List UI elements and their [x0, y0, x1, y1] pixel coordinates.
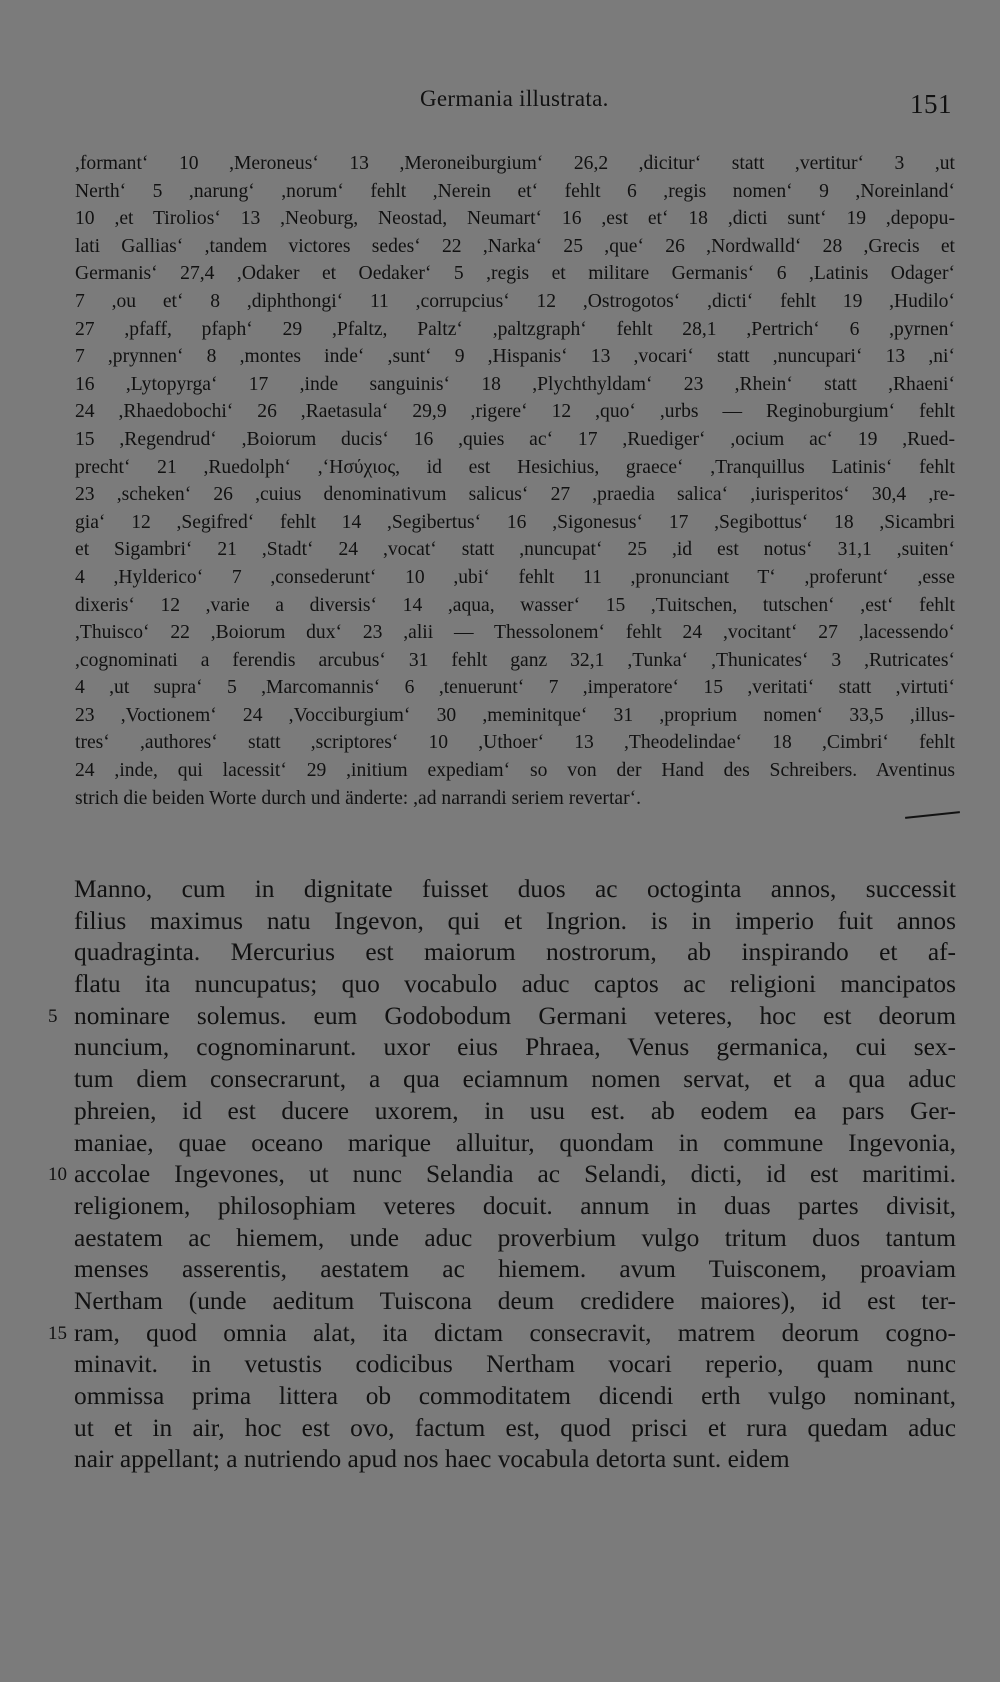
main-text-line-content: Nertham (unde aeditum Tuiscona deum credidere maiores), id est ter- — [74, 1286, 956, 1315]
main-text-body — [48, 874, 956, 1476]
apparatus-line: 24 ,inde, qui lacessit‘ 29 ,initium expediam‘ so von der Hand des Schreibers. Aventinus — [75, 760, 955, 782]
main-text-line — [74, 1096, 956, 1128]
apparatus-line: precht‘ 21 ,Ruedolph‘ ,‘Ησύχιος, id est Hesichius, graece‘ ,Tranquillus Latinis‘ fehlt — [75, 456, 955, 478]
apparatus-line: 4 ,Hylderico‘ 7 ,consederunt‘ 10 ,ubi‘ fehlt 11 ,pronunciant T‘ ,proferunt‘ ,esse — [75, 566, 955, 588]
main-text-line — [74, 1223, 956, 1255]
main-text-line — [74, 874, 956, 906]
main-text-line-content: filius maximus natu Ingevon, qui et Ingrion. is in imperio fuit annos — [74, 906, 956, 935]
main-text-line-content: flatu ita nuncupatus; quo vocabulo aduc captos ac religioni mancipatos — [74, 970, 956, 999]
apparatus-line: ,Thuisco‘ 22 ,Boiorum dux‘ 23 ,alii — Thessolonem‘ fehlt 24 ,vocitant‘ 27 ,lacessendo‘ — [75, 622, 955, 644]
main-text-line — [74, 1128, 956, 1160]
main-text-line — [74, 1032, 956, 1064]
line-number: 15 — [48, 1322, 67, 1344]
apparatus-line: 15 ,Regendrud‘ ,Boiorum ducis‘ 16 ,quies ac‘ 17 ,Ruediger‘ ,ocium ac‘ 19 ,Rued- — [75, 428, 955, 450]
apparatus-line: ,formant‘ 10 ,Meroneus‘ 13 ,Meroneiburgium‘ 26,2 ,dicitur‘ statt ,vertitur‘ 3 ,ut — [75, 153, 955, 174]
apparatus-line: dixeris‘ 12 ,varie a diversis‘ 14 ,aqua, wasser‘ 15 ,Tuitschen, tutschen‘ ,est‘ fehlt — [75, 594, 955, 616]
main-text-line-content: ram, quod omnia alat, ita dictam consecravit, matrem deorum cogno- — [74, 1318, 956, 1347]
critical-apparatus — [75, 150, 955, 812]
main-text-line-content: phreien, id est ducere uxorem, in usu est. ab eodem ea pars Ger- — [74, 1096, 956, 1125]
main-text-line-content: maniae, quae oceano marique alluitur, quondam in commune Ingevonia, — [74, 1128, 956, 1157]
line-number: 5 — [48, 1005, 58, 1027]
main-text-line — [74, 906, 956, 938]
apparatus-line: 27 ,pfaff, pfaph‘ 29 ,Pfaltz, Paltz‘ ,paltzgraph‘ fehlt 28,1 ,Pertrich‘ 6 ,pyrnen‘ — [75, 318, 955, 340]
main-text-line — [74, 1191, 956, 1223]
main-text-line-content: Manno, cum in dignitate fuisset duos ac octoginta annos, successit — [74, 875, 956, 903]
main-text-line-content: aestatem ac hiemem, unde aduc proverbium vulgo tritum duos tantum — [74, 1223, 956, 1252]
apparatus-line: 7 ,ou et‘ 8 ,diphthongi‘ 11 ,corrupcius‘ 12 ,Ostrogotos‘ ,dicti‘ fehlt 19 ,Hudilo‘ — [75, 290, 955, 312]
main-text-line — [74, 1413, 956, 1445]
apparatus-line: strich die beiden Worte durch und änderte: ,ad narrandi seriem revertar‘. — [75, 787, 642, 809]
apparatus-line: tres‘ ,authores‘ statt ,scriptores‘ 10 ,Uthoer‘ 13 ,Theodelindae‘ 18 ,Cimbri‘ fehlt — [75, 732, 955, 754]
main-text-line-content: religionem, philosophiam veteres docuit. annum in duas partes divisit, — [74, 1191, 956, 1220]
main-text-line-content: accolae Ingevones, ut nunc Selandia ac Selandi, dicti, id est maritimi. — [74, 1160, 956, 1189]
main-text-line-content: nair appellant; a nutriendo apud nos haec vocabula detorta sunt. eidem — [74, 1445, 790, 1474]
main-text-line-content: nominare solemus. eum Godobodum Germani veteres, hoc est deorum — [74, 1001, 956, 1030]
apparatus-line: Nerth‘ 5 ,narung‘ ,norum‘ fehlt ,Nerein et‘ fehlt 6 ,regis nomen‘ 9 ,Noreinland‘ — [75, 180, 955, 202]
apparatus-line: ,cognominati a ferendis arcubus‘ 31 fehlt ganz 32,1 ,Tunka‘ ,Thunicates‘ 3 ,Rutricates‘ — [75, 649, 955, 671]
apparatus-line: 7 ,prynnen‘ 8 ,montes inde‘ ,sunt‘ 9 ,Hispanis‘ 13 ,vocari‘ statt ,nuncupari‘ 13 ,ni‘ — [75, 346, 955, 368]
main-text-line — [74, 937, 956, 969]
main-text-line — [74, 969, 956, 1001]
apparatus-line: 24 ,Rhaedobochi‘ 26 ,Raetasula‘ 29,9 ,rigere‘ 12 ,quo‘ ,urbs — Reginoburgium‘ fehlt — [75, 401, 955, 423]
main-text-line — [74, 1254, 956, 1286]
main-text-line-content: nuncium, cognominarunt. uxor eius Phraea, Venus germanica, cui sex- — [74, 1033, 956, 1062]
running-title: Germania illustrata. — [420, 86, 609, 111]
apparatus-line: gia‘ 12 ,Segifred‘ fehlt 14 ,Segibertus‘ 16 ,Sigonesus‘ 17 ,Segibottus‘ 18 ,Sicambri — [75, 511, 955, 533]
main-text-line-content: minavit. in vetustis codicibus Nertham vocari reperio, quam nunc — [74, 1350, 956, 1379]
main-text-line-content: ommissa prima littera ob commoditatem dicendi erth vulgo nominant, — [74, 1382, 956, 1410]
apparatus-line: 23 ,Voctionem‘ 24 ,Vocciburgium‘ 30 ,meminitque‘ 31 ,proprium nomen‘ 33,5 ,illus- — [75, 704, 955, 726]
apparatus-line: Germanis‘ 27,4 ,Odaker et Oedaker‘ 5 ,regis et militare Germanis‘ 6 ,Latinis Odager‘ — [75, 263, 955, 285]
main-text-line — [74, 1381, 956, 1413]
apparatus-line: lati Gallias‘ ,tandem victores sedes‘ 22 ,Narka‘ 25 ,que‘ 26 ,Nordwalld‘ 28 ,Grecis et — [75, 235, 955, 257]
main-text-line-content: quadraginta. Mercurius est maiorum nostrorum, ab inspirando et af- — [74, 938, 956, 967]
apparatus-line: 10 ,et Tirolios‘ 13 ,Neoburg, Neostad, Neumart‘ 16 ,est et‘ 18 ,dicti sunt‘ 19 ,depopu- — [75, 208, 955, 230]
main-text-line — [48, 1001, 956, 1033]
apparatus-line: et Sigambri‘ 21 ,Stadt‘ 24 ,vocat‘ statt ,nuncupat‘ 25 ,id est notus‘ 31,1 ,suiten‘ — [75, 539, 955, 561]
main-text-line — [48, 1318, 956, 1350]
main-text-line — [74, 1349, 956, 1381]
main-text-line — [74, 1444, 956, 1476]
main-text-line-content: tum diem consecrarunt, a qua eciamnum nomen servat, et a qua aduc — [74, 1065, 956, 1094]
main-text-line — [74, 1064, 956, 1096]
page-number: 151 — [910, 89, 952, 119]
apparatus-line: 23 ,scheken‘ 26 ,cuius denominativum salicus‘ 27 ,praedia salica‘ ,iurisperitos‘ 30,4 ,re- — [75, 484, 955, 506]
closing-rule — [905, 811, 960, 819]
main-text-line — [74, 1286, 956, 1318]
main-text-line-content: menses asserentis, aestatem ac hiemem. avum Tuisconem, proaviam — [74, 1255, 956, 1284]
apparatus-line: 16 ,Lytopyrga‘ 17 ,inde sanguinis‘ 18 ,Plychthyldam‘ 23 ,Rhein‘ statt ,Rhaeni‘ — [75, 373, 955, 395]
line-number: 10 — [48, 1164, 67, 1186]
main-text-line — [48, 1159, 956, 1191]
apparatus-line: 4 ,ut supra‘ 5 ,Marcomannis‘ 6 ,tenuerunt‘ 7 ,imperatore‘ 15 ,veritati‘ statt ,virtuti‘ — [75, 677, 955, 699]
main-text-line-content: ut et in air, hoc est ovo, factum est, quod prisci et rura quedam aduc — [74, 1413, 956, 1442]
